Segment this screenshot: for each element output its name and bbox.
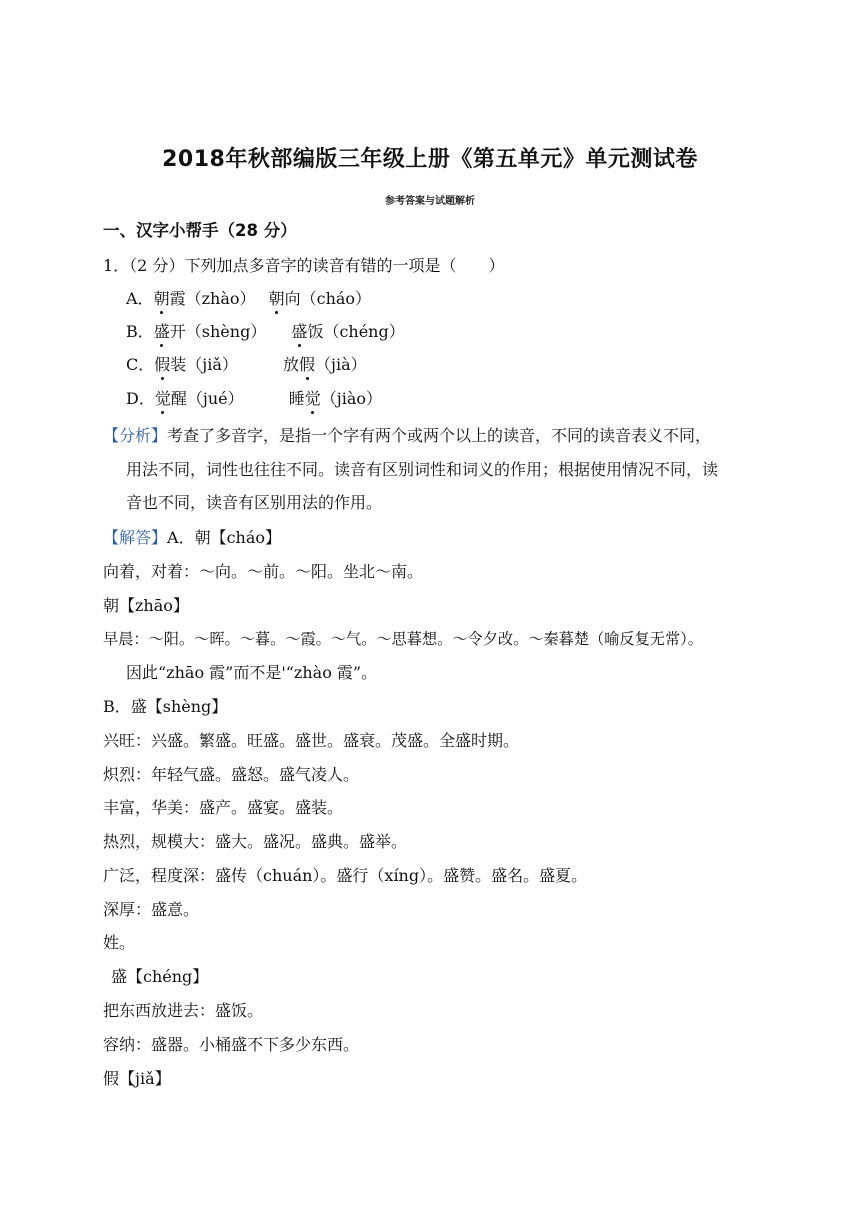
- answer-line: B．盛【shèng】: [103, 697, 228, 716]
- answer-line: 炽烈：年轻气盛。盛怒。盛气凌人。: [103, 765, 360, 784]
- option-a-label: A．: [126, 289, 154, 308]
- answer-line: 朝【zhāo】: [103, 596, 189, 615]
- analysis-tag: 【分析】: [103, 426, 168, 445]
- answer-line: 假【jiǎ】: [103, 1069, 171, 1088]
- option-d-word2-prefix: 睡: [288, 389, 305, 408]
- answer-line: 把东西放进去：盛饭。: [103, 1001, 264, 1020]
- option-c: [126, 355, 367, 375]
- answer-line: 盛【chéng】: [111, 967, 209, 986]
- dotted-char: 盛: [291, 322, 308, 341]
- dotted-char: 假: [299, 355, 316, 374]
- option-b-label: B．: [126, 322, 154, 341]
- option-d-label: D．: [126, 389, 155, 408]
- option-d: [126, 389, 382, 409]
- dotted-char: 觉: [154, 389, 171, 408]
- dotted-char: 假: [154, 355, 171, 374]
- option-b-word2: 饭（chéng）: [307, 322, 405, 341]
- answer-head: [103, 528, 281, 548]
- answer-tag: 【解答】: [103, 528, 168, 547]
- analysis-line-2: 用法不同，词性也往往不同。读音有区别词性和词义的作用；根据使用情况不同，读: [126, 460, 719, 479]
- option-a-word1: 霞（zhào）: [169, 289, 256, 308]
- option-a-word2: 向（cháo）: [284, 289, 372, 308]
- question-stem: 1．（2 分）下列加点多音字的读音有错的一项是（ ）: [103, 256, 505, 275]
- dotted-char: 盛: [153, 322, 170, 341]
- option-c-word1: 装（jiǎ）: [170, 355, 238, 374]
- answer-line: 丰富，华美：盛产。盛宴。盛装。: [103, 798, 344, 817]
- section-heading: 一、汉字小帮手（28 分）: [103, 221, 297, 240]
- analysis-text: 考查了多音字，是指一个字有两个或两个以上的读音，不同的读音表义不同，: [167, 426, 712, 445]
- document-subtitle: 参考答案与试题解析: [385, 196, 475, 207]
- answer-head-text: A．朝【cháo】: [167, 528, 282, 547]
- answer-line: 兴旺：兴盛。繁盛。旺盛。盛世。盛衰。茂盛。全盛时期。: [103, 731, 520, 750]
- answer-line: 姓。: [103, 933, 136, 952]
- option-d-word1: 醒（jué）: [170, 389, 244, 408]
- dotted-char: 朝: [153, 289, 170, 308]
- answer-line: 广泛，程度深：盛传（chuán）。盛行（xíng）。盛赞。盛名。盛夏。: [103, 866, 588, 885]
- option-c-label: C．: [126, 355, 155, 374]
- answer-line: 热烈，规模大：盛大。盛况。盛典。盛举。: [103, 832, 408, 851]
- option-b-word1: 开（shèng）: [169, 322, 267, 341]
- answer-line: 早晨：～阳。～晖。～暮。～霞。～气。～思暮想。～令夕改。～秦暮楚（喻反复无常）。: [103, 630, 703, 648]
- answer-line: 向着，对着：～向。～前。～阳。坐北～南。: [103, 562, 424, 581]
- option-c-word2-prefix: 放: [282, 355, 299, 374]
- analysis-line-3: 音也不同，读音有区别用法的作用。: [126, 493, 383, 512]
- option-b: [126, 322, 405, 342]
- analysis-line-1: [103, 426, 711, 446]
- dotted-char: 觉: [304, 389, 321, 408]
- option-d-word2: （jiào）: [320, 389, 382, 408]
- answer-line: 容纳：盛器。小桶盛不下多少东西。: [103, 1035, 360, 1054]
- dotted-char: 朝: [268, 289, 285, 308]
- option-c-word2: （jià）: [315, 355, 367, 374]
- answer-line: 深厚：盛意。: [103, 900, 200, 919]
- document-title: 2018年秋部编版三年级上册《第五单元》单元测试卷: [162, 147, 698, 172]
- answer-line: 因此“zhāo 霞”而不是'“zhào 霞”。: [126, 663, 378, 682]
- option-a: [126, 289, 371, 309]
